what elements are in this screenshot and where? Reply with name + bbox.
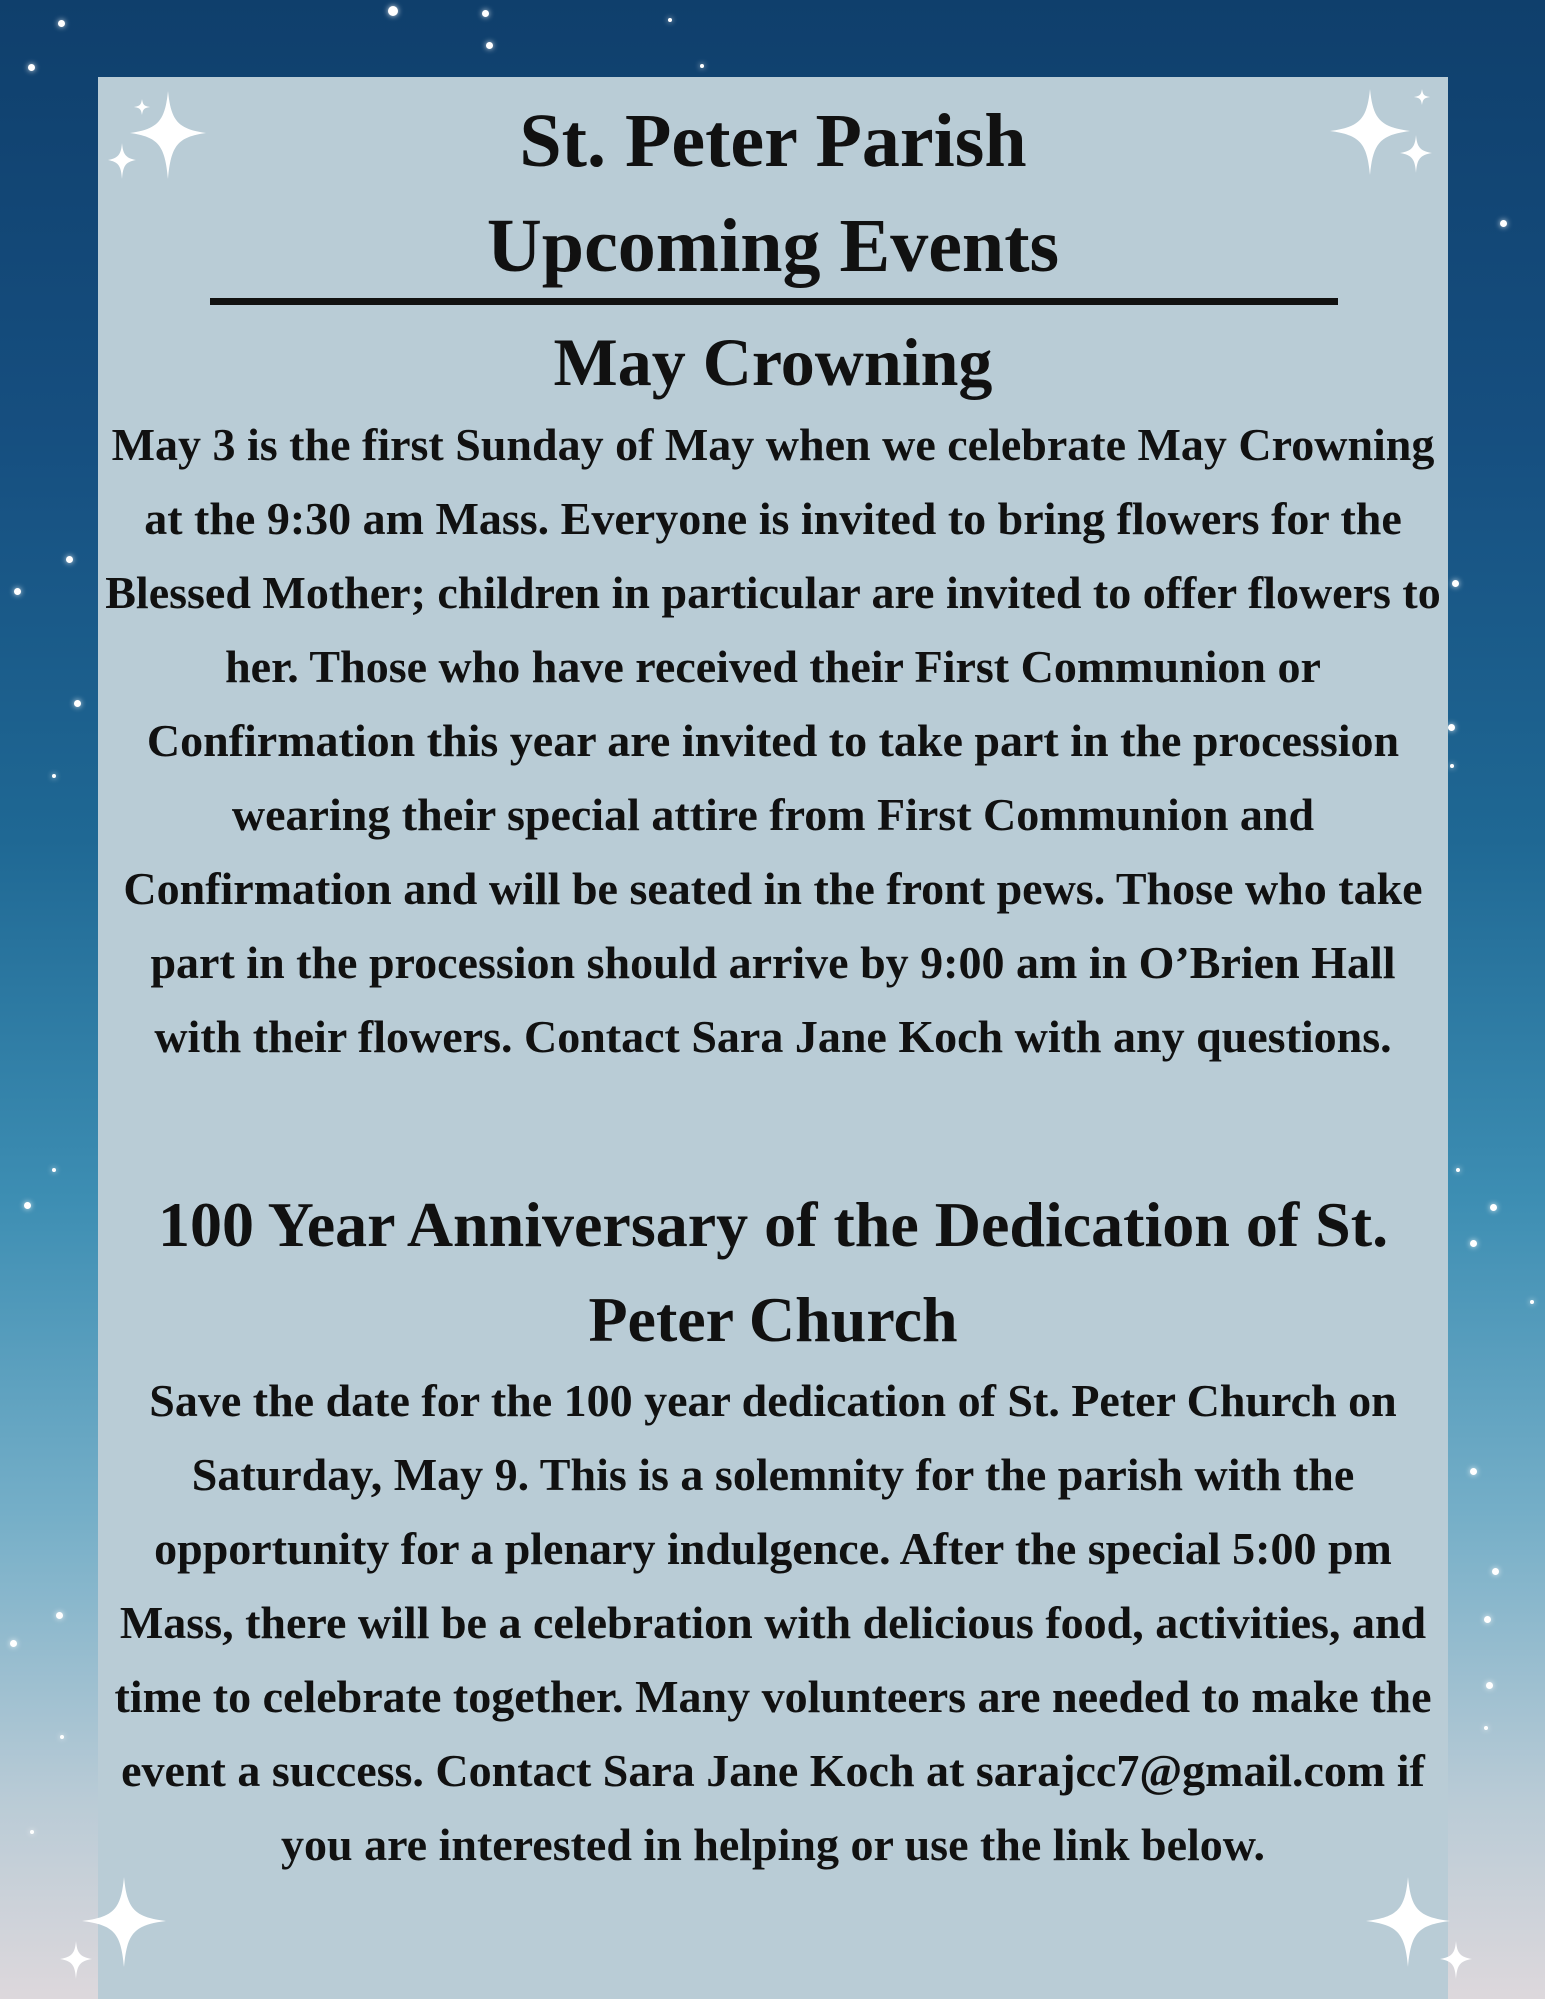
star-dot-icon xyxy=(482,10,489,17)
page-title xyxy=(98,89,1448,299)
star-dot-icon xyxy=(1448,724,1455,731)
star-dot-icon xyxy=(1470,1468,1477,1475)
star-dot-icon xyxy=(1450,764,1454,768)
page-title-line-2: Upcoming Events xyxy=(486,204,1060,288)
star-dot-icon xyxy=(28,64,35,71)
section-body-anniversary: Save the date for the 100 year dedication of St. Peter Church on Saturday, May 9. This is a solemnity for the parish with the opportunity for a plenary indulgence. After the special 5:00 pm Mass, there will be a celebration with delicious food, activities, and time to celebrate together. Many volunteers are needed to make the event a success. Contact Sara Jane Koch at sarajcc7@gmail.com if you are interested in helping or use the link below. xyxy=(114,1375,1432,1870)
star-dot-icon xyxy=(60,1735,64,1739)
section-body-may-crowning: May 3 is the first Sunday of May when we celebrate May Crowning at the 9:30 am Mass. Everyone is invited to bring flowers for the Blessed Mother; children in particular are invited to offer flowers to her. Those who have received their First Communion or Confirmation this year are invited to take part in the procession wearing their special attire from First Communion and Confirmation and will be seated in the front pews. Those who take part in the procession should arrive by 9:00 am in O’Brien Hall with their flowers. Contact Sara Jane Koch with any questions. xyxy=(105,419,1441,1062)
star-dot-icon xyxy=(1470,1240,1477,1247)
events-panel xyxy=(98,77,1448,1999)
star-dot-icon xyxy=(388,6,398,16)
section-heading-anniversary: 100 Year Anniversary of the Dedication of St. Peter Church xyxy=(157,1189,1389,1355)
star-dot-icon xyxy=(1486,1682,1493,1689)
star-dot-icon xyxy=(24,1202,31,1209)
star-dot-icon xyxy=(668,18,672,22)
star-dot-icon xyxy=(52,774,56,778)
star-dot-icon xyxy=(1484,1616,1491,1623)
star-dot-icon xyxy=(1452,580,1459,587)
title-divider xyxy=(210,298,1338,305)
star-dot-icon xyxy=(52,1168,56,1172)
page-title-line-1: St. Peter Parish xyxy=(519,99,1027,183)
star-dot-icon xyxy=(10,1640,17,1647)
star-dot-icon xyxy=(66,556,73,563)
sparkle-icon xyxy=(38,1869,178,1999)
star-dot-icon xyxy=(74,700,81,707)
star-dot-icon xyxy=(1530,1300,1534,1304)
star-dot-icon xyxy=(30,1830,34,1834)
star-dot-icon xyxy=(1490,1204,1497,1211)
star-dot-icon xyxy=(14,588,21,595)
star-dot-icon xyxy=(58,20,65,27)
star-dot-icon xyxy=(1456,1168,1460,1172)
sparkle-icon xyxy=(1348,1869,1498,1999)
star-dot-icon xyxy=(1500,220,1507,227)
star-dot-icon xyxy=(486,42,493,49)
star-dot-icon xyxy=(56,1612,63,1619)
section-heading-may-crowning: May Crowning xyxy=(553,324,993,400)
star-dot-icon xyxy=(700,64,704,68)
star-dot-icon xyxy=(1492,1568,1499,1575)
star-dot-icon xyxy=(1484,1726,1488,1730)
